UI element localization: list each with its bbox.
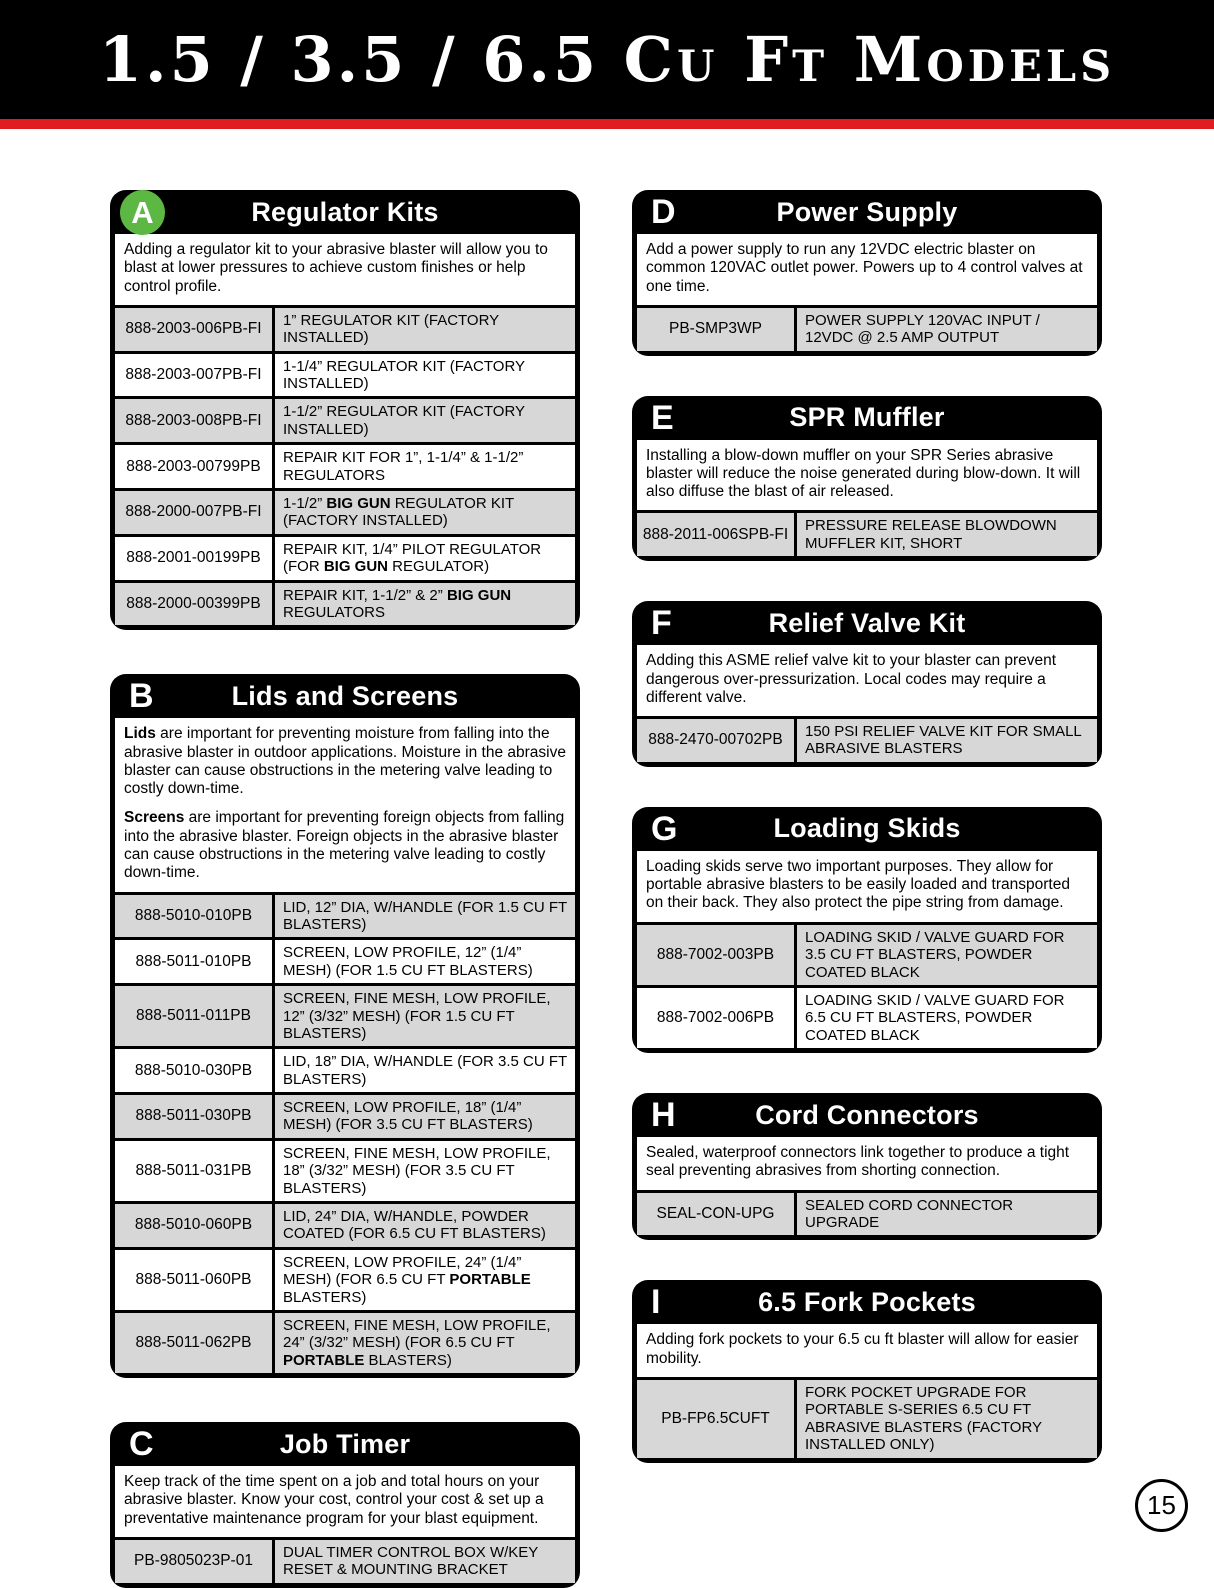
part-description-cell bbox=[275, 1141, 575, 1201]
table-row bbox=[637, 513, 1097, 556]
section-title: Power Supply bbox=[776, 196, 958, 227]
part-description-text: DUAL TIMER CONTROL BOX W/KEY RESET & MOUNTING BRACKET bbox=[283, 1544, 539, 1579]
part-description-cell bbox=[797, 308, 1097, 351]
table-row bbox=[115, 1250, 575, 1310]
section-letter: H bbox=[651, 1096, 676, 1135]
part-description-text: REPAIR KIT, 1-1/2” & 2” BIG GUN REGULATORS bbox=[283, 586, 512, 621]
table-row bbox=[115, 308, 575, 351]
section-fork-pockets bbox=[632, 1280, 1102, 1462]
section-description bbox=[637, 1324, 1097, 1377]
part-description-cell bbox=[797, 988, 1097, 1048]
description-paragraph: Add a power supply to run any 12VDC electric blaster on common 120VAC outlet power. Powers up to 4 control valves at one time. bbox=[646, 241, 1083, 295]
description-paragraph: Screens are important for preventing foreign objects from falling into the abrasive blaster. Foreign objects in the abrasive blaster can cause obstructions in the metering valve leading to costly down-time. bbox=[124, 809, 565, 882]
section-description bbox=[115, 234, 575, 305]
part-description-cell bbox=[275, 537, 575, 580]
section-letter: F bbox=[651, 604, 672, 643]
parts-table bbox=[637, 1377, 1097, 1458]
part-description-text: REPAIR KIT, 1/4” PILOT REGULATOR (FOR BIG GUN REGULATOR) bbox=[283, 540, 542, 576]
section-relief-valve-kit bbox=[632, 601, 1102, 767]
section-title: Lids and Screens bbox=[231, 680, 459, 711]
section-title: Cord Connectors bbox=[755, 1099, 979, 1130]
section-header bbox=[115, 190, 575, 234]
description-paragraph: Sealed, waterproof connectors link together to produce a tight seal preventing abrasives from shorting connection. bbox=[646, 1144, 1070, 1180]
table-row bbox=[115, 1141, 575, 1201]
parts-table bbox=[115, 892, 575, 1374]
part-description-cell bbox=[797, 1380, 1097, 1458]
part-number-cell: PB-FP6.5CUFT bbox=[637, 1380, 797, 1458]
section-letter: G bbox=[651, 809, 678, 848]
part-description-cell bbox=[275, 308, 575, 351]
part-number-cell: 888-5010-010PB bbox=[115, 895, 275, 938]
section-description bbox=[115, 718, 575, 891]
part-description-text: 1-1/2” REGULATOR KIT (FACTORY INSTALLED) bbox=[283, 403, 525, 438]
part-description-text: SCREEN, LOW PROFILE, 24” (1/4” MESH) (FOR 6.5 CU FT PORTABLE BLASTERS) bbox=[283, 1253, 531, 1306]
part-description-cell bbox=[275, 1049, 575, 1092]
part-description-cell bbox=[275, 1250, 575, 1310]
right-column bbox=[632, 190, 1102, 1463]
table-row bbox=[637, 925, 1097, 985]
part-description-cell bbox=[275, 491, 575, 534]
section-title: Regulator Kits bbox=[251, 196, 439, 227]
part-description-cell bbox=[797, 1193, 1097, 1236]
description-paragraph: Adding a regulator kit to your abrasive blaster will allow you to blast at lower pressures to achieve custom finishes or help control profile. bbox=[124, 241, 548, 295]
part-description-cell bbox=[275, 1204, 575, 1247]
part-number-cell: 888-5010-060PB bbox=[115, 1204, 275, 1247]
parts-table bbox=[115, 1537, 575, 1583]
section-description bbox=[637, 234, 1097, 305]
part-description-cell bbox=[275, 354, 575, 397]
parts-table bbox=[115, 305, 575, 625]
part-number-cell: 888-5011-031PB bbox=[115, 1141, 275, 1201]
section-title: 6.5 Fork Pockets bbox=[758, 1286, 976, 1317]
section-header bbox=[637, 1093, 1097, 1137]
part-description-cell bbox=[275, 1313, 575, 1373]
part-description-text: 1” REGULATOR KIT (FACTORY INSTALLED) bbox=[283, 311, 499, 347]
table-row bbox=[115, 1095, 575, 1138]
part-description-text: SCREEN, FINE MESH, LOW PROFILE, 24” (3/32” MESH) (FOR 6.5 CU FT PORTABLE BLASTERS) bbox=[283, 1316, 551, 1369]
section-letter: C bbox=[129, 1425, 154, 1464]
parts-table bbox=[637, 305, 1097, 351]
part-number-cell: 888-7002-006PB bbox=[637, 988, 797, 1048]
table-row bbox=[115, 445, 575, 488]
part-description-cell bbox=[275, 399, 575, 442]
table-row bbox=[637, 988, 1097, 1048]
part-description-text: LID, 12” DIA, W/HANDLE (FOR 1.5 CU FT BLASTERS) bbox=[283, 898, 567, 933]
table-row bbox=[115, 940, 575, 983]
section-header bbox=[637, 807, 1097, 851]
part-number-cell: 888-2003-008PB-FI bbox=[115, 399, 275, 442]
page-title-numbers: 1.5 / 3.5 / 6.5 bbox=[98, 23, 624, 96]
section-spr-muffler bbox=[632, 396, 1102, 562]
section-header bbox=[637, 396, 1097, 440]
part-number-cell: 888-2001-00199PB bbox=[115, 537, 275, 580]
part-description-cell bbox=[275, 583, 575, 626]
part-number-cell: 888-2000-007PB-FI bbox=[115, 491, 275, 534]
section-description bbox=[637, 1137, 1097, 1190]
part-number-cell: 888-2003-006PB-FI bbox=[115, 308, 275, 351]
part-number-cell: 888-5010-030PB bbox=[115, 1049, 275, 1092]
section-description bbox=[637, 645, 1097, 716]
description-paragraph: Adding this ASME relief valve kit to your blaster can prevent dangerous over-pressurization. Local codes may require a different valve. bbox=[646, 652, 1057, 706]
section-title: Job Timer bbox=[279, 1428, 411, 1459]
part-number-cell: 888-2000-00399PB bbox=[115, 583, 275, 626]
section-header bbox=[637, 190, 1097, 234]
table-row bbox=[637, 1380, 1097, 1458]
page-title-caps: Cu Ft Models bbox=[623, 23, 1116, 96]
table-row bbox=[115, 895, 575, 938]
part-number-cell: 888-5011-011PB bbox=[115, 986, 275, 1046]
part-description-cell bbox=[275, 445, 575, 488]
table-row bbox=[115, 1049, 575, 1092]
parts-table bbox=[637, 922, 1097, 1048]
part-number-cell: PB-SMP3WP bbox=[637, 308, 797, 351]
part-description-cell bbox=[275, 1095, 575, 1138]
description-paragraph: Lids are important for preventing moisture from falling into the abrasive blaster in outdoor applications. Moisture in the abrasive blaster can cause obstructions in the metering valve leading to costly down-time. bbox=[124, 725, 566, 798]
part-description-text: SEALED CORD CONNECTOR UPGRADE bbox=[805, 1196, 1014, 1232]
table-row bbox=[115, 399, 575, 442]
section-letter: D bbox=[651, 193, 676, 231]
section-header bbox=[637, 601, 1097, 645]
part-description-cell bbox=[275, 986, 575, 1046]
part-description-cell bbox=[275, 895, 575, 938]
part-number-cell: 888-2003-00799PB bbox=[115, 445, 275, 488]
part-description-text: SCREEN, FINE MESH, LOW PROFILE, 18” (3/32” MESH) (FOR 3.5 CU FT BLASTERS) bbox=[283, 1144, 551, 1197]
section-letter: B bbox=[129, 677, 154, 716]
part-number-cell: 888-5011-030PB bbox=[115, 1095, 275, 1138]
section-title: Loading Skids bbox=[773, 813, 961, 844]
page-header bbox=[0, 0, 1214, 119]
part-description-cell bbox=[797, 719, 1097, 762]
part-description-text: LOADING SKID / VALVE GUARD FOR 3.5 CU FT BLASTERS, POWDER COATED BLACK bbox=[805, 928, 1065, 981]
part-description-text: REPAIR KIT FOR 1”, 1-1/4” & 1-1/2” REGULATORS bbox=[283, 449, 524, 484]
part-number-cell: 888-5011-062PB bbox=[115, 1313, 275, 1373]
description-paragraph: Adding fork pockets to your 6.5 cu ft blaster will allow for easier mobility. bbox=[646, 1331, 1079, 1367]
section-description bbox=[637, 440, 1097, 511]
table-row bbox=[637, 308, 1097, 351]
part-number-cell: 888-5011-060PB bbox=[115, 1250, 275, 1310]
section-loading-skids bbox=[632, 807, 1102, 1053]
section-header bbox=[637, 1280, 1097, 1324]
left-column bbox=[110, 190, 580, 1588]
part-description-text: SCREEN, LOW PROFILE, 18” (1/4” MESH) (FOR 3.5 CU FT BLASTERS) bbox=[283, 1099, 533, 1134]
table-row bbox=[115, 583, 575, 626]
part-description-text: SCREEN, FINE MESH, LOW PROFILE, 12” (3/32” MESH) (FOR 1.5 CU FT BLASTERS) bbox=[283, 990, 551, 1042]
section-title: SPR Muffler bbox=[789, 402, 945, 433]
parts-table bbox=[637, 510, 1097, 556]
table-row bbox=[115, 354, 575, 397]
table-row bbox=[115, 1540, 575, 1583]
part-description-cell bbox=[797, 925, 1097, 985]
part-description-text: 150 PSI RELIEF VALVE KIT FOR SMALL ABRASIVE BLASTERS bbox=[805, 723, 1082, 758]
section-regulator-kits bbox=[110, 190, 580, 630]
parts-table bbox=[637, 1190, 1097, 1236]
part-description-text: LID, 18” DIA, W/HANDLE (FOR 3.5 CU FT BLASTERS) bbox=[283, 1053, 567, 1088]
part-number-cell: 888-2470-00702PB bbox=[637, 719, 797, 762]
section-header bbox=[115, 1422, 575, 1466]
section-job-timer bbox=[110, 1422, 580, 1588]
page-number: 15 bbox=[1147, 1490, 1176, 1520]
part-description-cell bbox=[797, 513, 1097, 556]
red-accent-stripe bbox=[0, 119, 1214, 129]
table-row bbox=[115, 986, 575, 1046]
part-description-cell bbox=[275, 1540, 575, 1583]
page-number-badge bbox=[1135, 1479, 1188, 1532]
section-letter-badge: A bbox=[120, 190, 165, 235]
section-letter: E bbox=[651, 398, 674, 437]
section-cord-connectors bbox=[632, 1093, 1102, 1240]
part-description-text: LID, 24” DIA, W/HANDLE, POWDER COATED (FOR 6.5 CU FT BLASTERS) bbox=[283, 1208, 546, 1243]
description-paragraph: Keep track of the time spent on a job and total hours on your abrasive blaster. Know your cost, control your cost & set up a preventative maintenance program for your blast equipment. bbox=[124, 1473, 544, 1527]
part-number-cell: 888-2011-006SPB-FI bbox=[637, 513, 797, 556]
table-row bbox=[115, 1204, 575, 1247]
part-number-cell: PB-9805023P-01 bbox=[115, 1540, 275, 1583]
part-description-text: PRESSURE RELEASE BLOWDOWN MUFFLER KIT, SHORT bbox=[805, 517, 1057, 552]
description-paragraph: Installing a blow-down muffler on your SPR Series abrasive blaster will reduce the noise generated during blow-down. It will also diffuse the blast of air released. bbox=[646, 446, 1081, 501]
part-description-text: POWER SUPPLY 120VAC INPUT / 12VDC @ 2.5 AMP OUTPUT bbox=[805, 311, 1040, 347]
part-number-cell: SEAL-CON-UPG bbox=[637, 1193, 797, 1236]
section-description bbox=[115, 1466, 575, 1537]
section-header bbox=[115, 674, 575, 718]
part-number-cell: 888-2003-007PB-FI bbox=[115, 354, 275, 397]
section-power-supply bbox=[632, 190, 1102, 356]
section-lids-and-screens bbox=[110, 674, 580, 1378]
table-row bbox=[115, 537, 575, 580]
part-description-text: LOADING SKID / VALVE GUARD FOR 6.5 CU FT BLASTERS, POWDER COATED BLACK bbox=[805, 991, 1065, 1044]
parts-table bbox=[637, 716, 1097, 762]
part-description-text: SCREEN, LOW PROFILE, 12” (1/4” MESH) (FOR 1.5 CU FT BLASTERS) bbox=[283, 944, 533, 979]
part-number-cell: 888-5011-010PB bbox=[115, 940, 275, 983]
part-description-text: 1-1/2” BIG GUN REGULATOR KIT (FACTORY INSTALLED) bbox=[283, 494, 514, 530]
part-description-cell bbox=[275, 940, 575, 983]
part-description-text: 1-1/4” REGULATOR KIT (FACTORY INSTALLED) bbox=[283, 357, 525, 393]
table-row bbox=[115, 491, 575, 534]
description-paragraph: Loading skids serve two important purposes. They allow for portable abrasive blasters to be easily loaded and transported on their back. They also protect the pipe string from damage. bbox=[646, 857, 1070, 912]
section-description bbox=[637, 851, 1097, 922]
table-row bbox=[637, 719, 1097, 762]
table-row bbox=[637, 1193, 1097, 1236]
page-title bbox=[99, 23, 1115, 96]
part-number-cell: 888-7002-003PB bbox=[637, 925, 797, 985]
part-description-text: FORK POCKET UPGRADE FOR PORTABLE S-SERIES 6.5 CU FT ABRASIVE BLASTERS (FACTORY INSTALLED ONLY) bbox=[805, 1383, 1042, 1454]
section-title: Relief Valve Kit bbox=[768, 607, 966, 638]
table-row bbox=[115, 1313, 575, 1373]
section-letter: I bbox=[651, 1283, 661, 1322]
